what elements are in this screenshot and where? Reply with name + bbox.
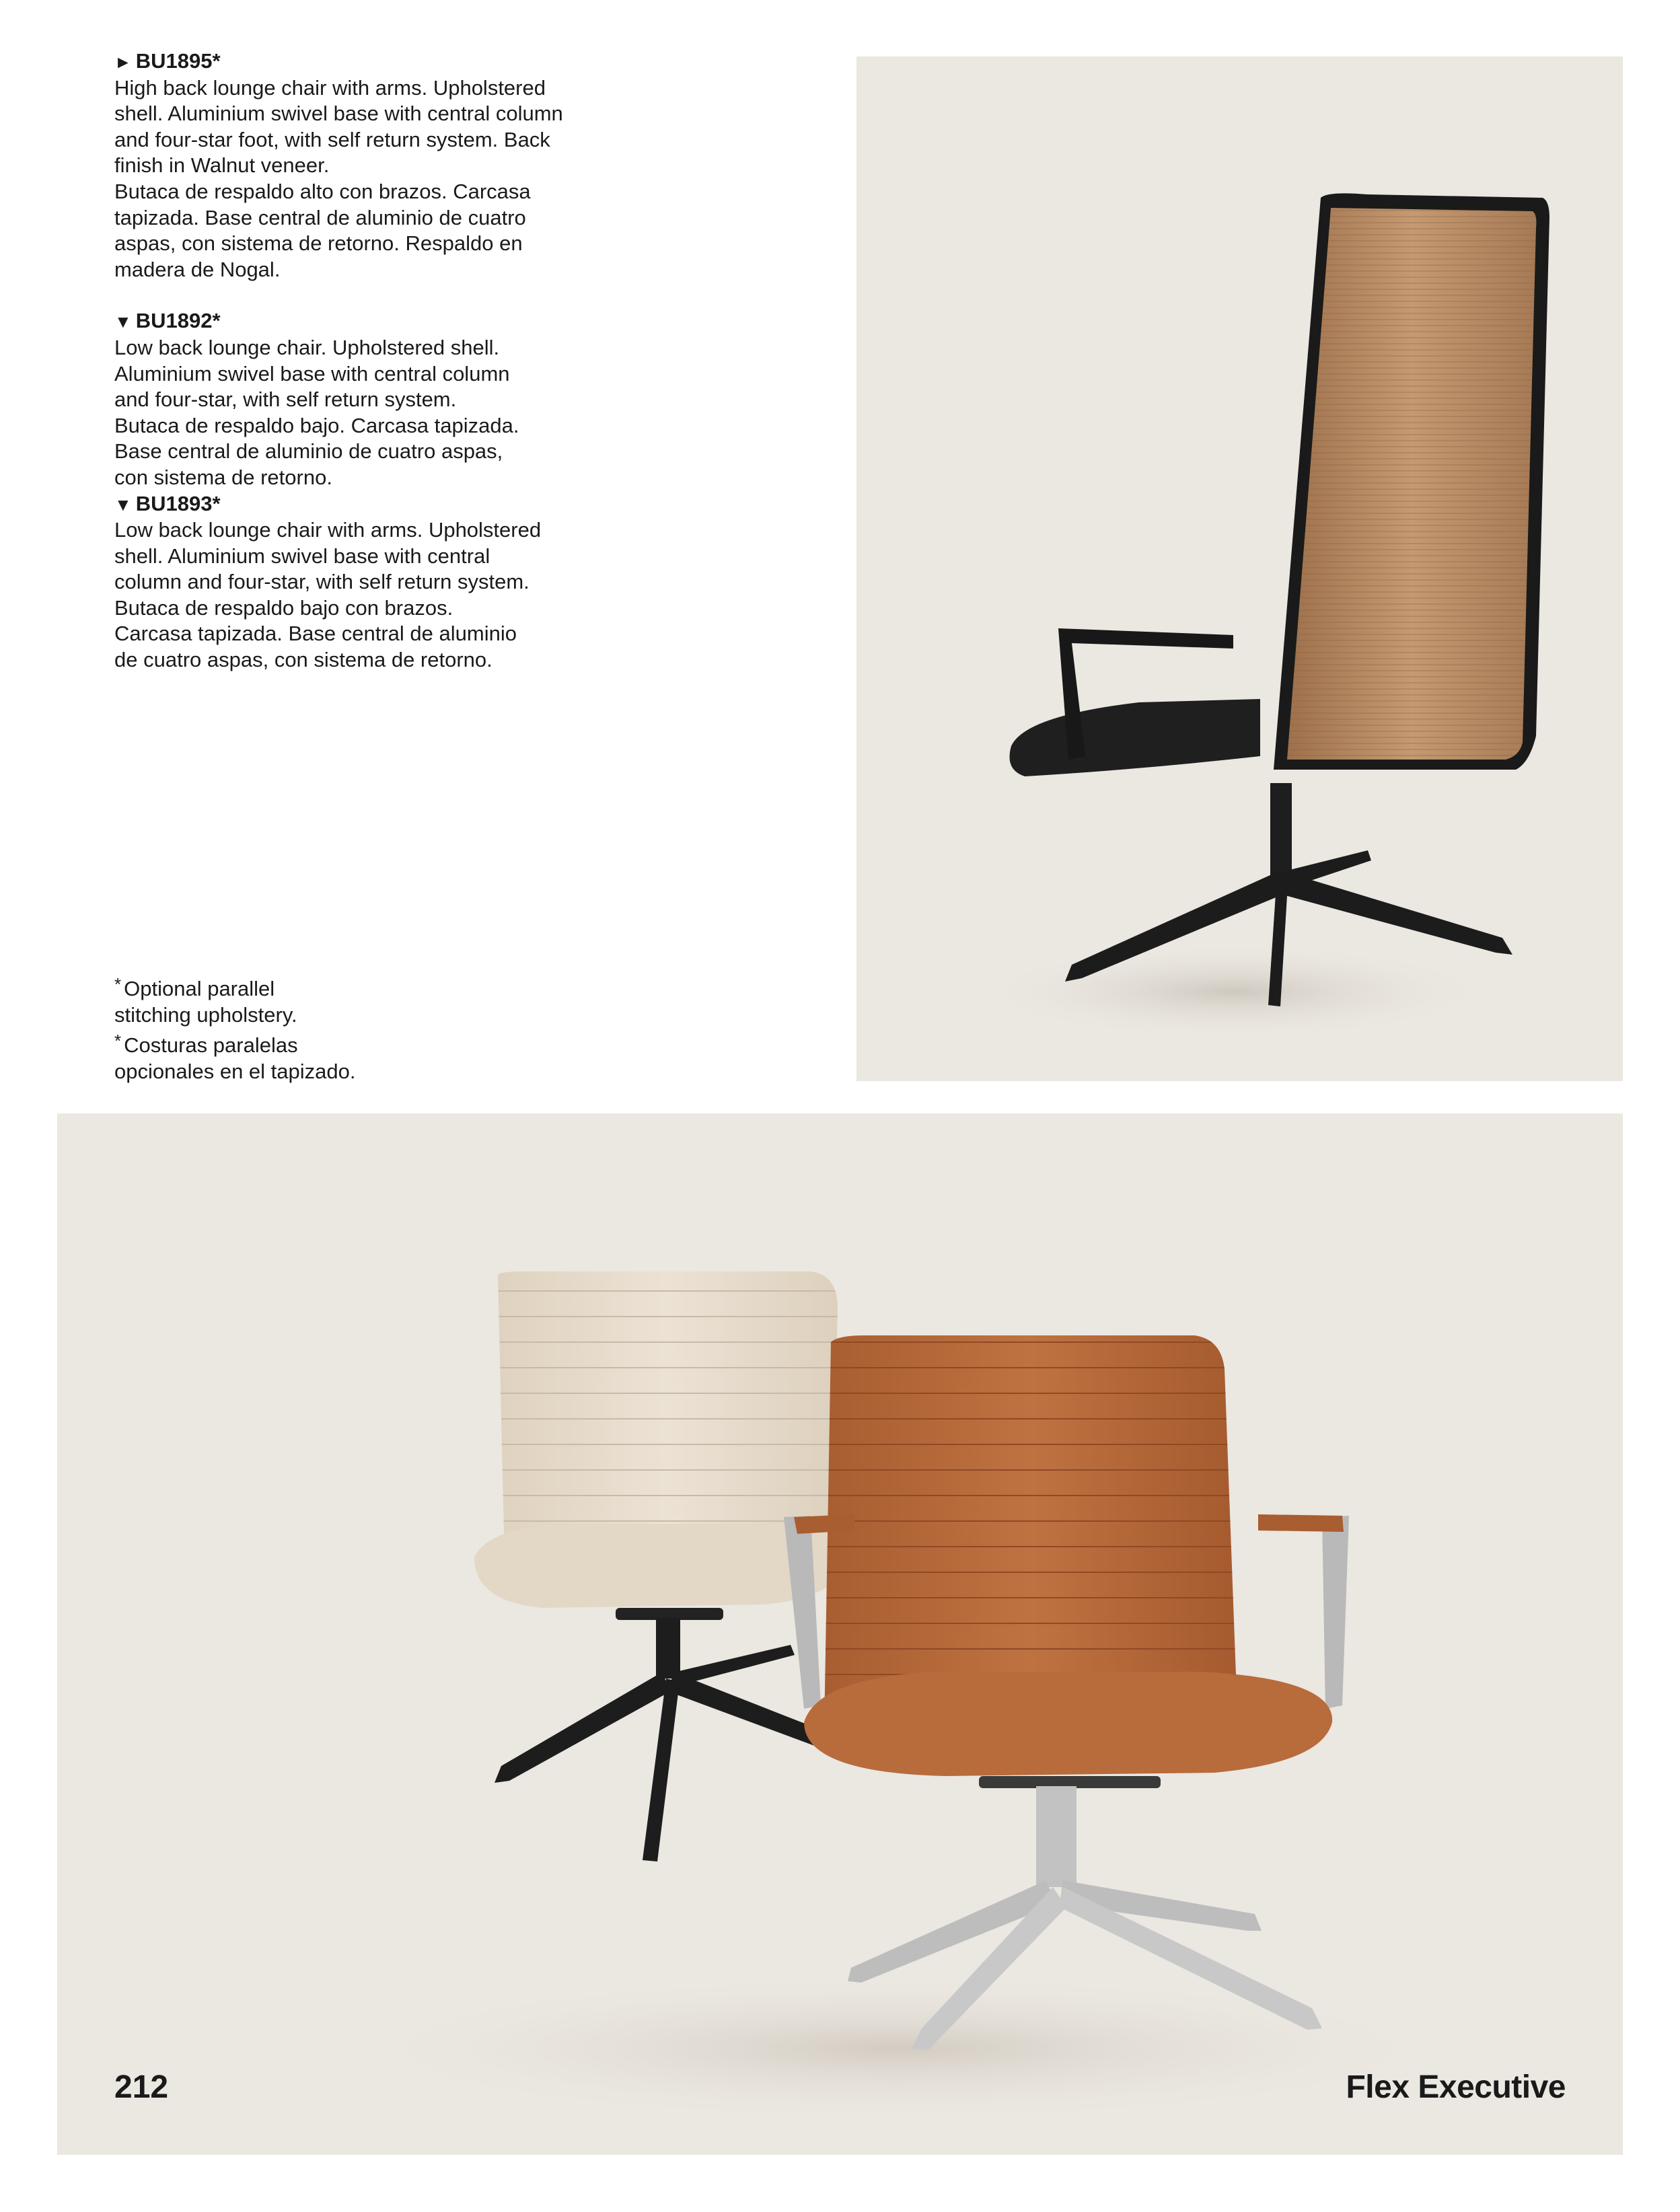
footnote-spanish: * Costuras paralelas opcionales en el tapizado. xyxy=(114,1031,356,1083)
product-code: ▼ BU1893* xyxy=(114,491,221,515)
product-bu1892 xyxy=(114,308,626,490)
asterisk-mark: * xyxy=(114,1031,122,1052)
asterisk-mark: * xyxy=(114,974,122,994)
arrow-down-icon: ▼ xyxy=(114,494,132,515)
product-bu1893 xyxy=(114,491,626,673)
footnote-english: * Optional parallel stitching upholstery. xyxy=(114,974,297,1027)
description-english: High back lounge chair with arms. Upholstered shell. Aluminium swivel base with central column and four-star foot, with self return system. Back finish in Walnut veneer. xyxy=(114,75,563,178)
description-spanish: Butaca de respaldo bajo con brazos. Carcasa tapizada. Base central de aluminio de cuatro aspas, con sistema de retorno. xyxy=(114,595,517,672)
description-spanish: Butaca de respaldo bajo. Carcasa tapizada. Base central de aluminio de cuatro aspas, con sistema de retorno. xyxy=(114,413,519,489)
description-english: Low back lounge chair with arms. Upholstered shell. Aluminium swivel base with central column and four-star, with self return system. xyxy=(114,518,542,594)
product-code: ► BU1895* xyxy=(114,49,221,73)
footnote xyxy=(114,971,518,1084)
description-spanish: Butaca de respaldo alto con brazos. Carcasa tapizada. Base central de aluminio de cuatro aspas, con sistema de retorno. Respaldo en madera de Nogal. xyxy=(114,179,531,281)
product-code: ▼ BU1892* xyxy=(114,309,221,333)
description-english: Low back lounge chair. Upholstered shell. Aluminium swivel base with central column and four-star, with self return system. xyxy=(114,335,510,412)
arrow-down-icon: ▼ xyxy=(114,311,132,332)
page-number: 212 xyxy=(114,2069,169,2105)
low-back-chairs-illustration xyxy=(57,1113,1623,2155)
collection-name: Flex Executive xyxy=(1346,2069,1566,2105)
arrow-right-icon: ► xyxy=(114,52,132,72)
photo-low-back-chairs xyxy=(57,1113,1623,2155)
photo-high-back-chair xyxy=(856,57,1623,1081)
product-descriptions xyxy=(114,48,626,673)
product-bu1895 xyxy=(114,48,626,283)
high-back-chair-illustration xyxy=(856,57,1623,1081)
